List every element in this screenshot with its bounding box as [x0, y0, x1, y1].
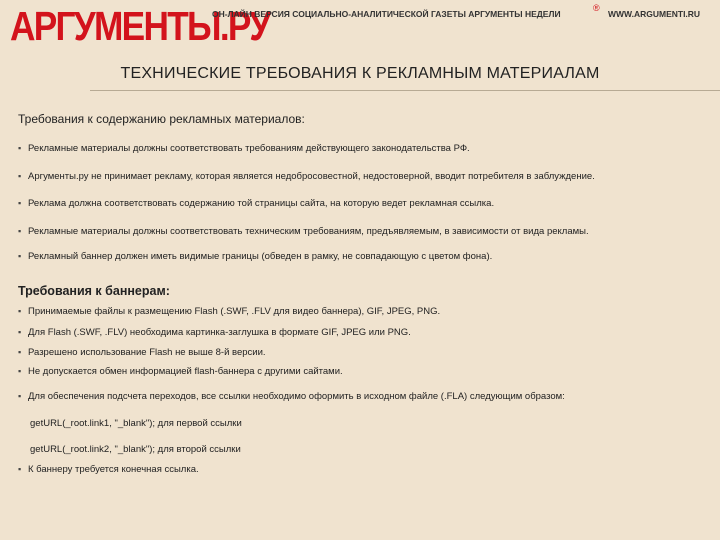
list-item: ▪ Аргументы.ру не принимает рекламу, которая является недобросовестной, недостоверной, вводит потребителя в заблуждение. — [18, 171, 595, 182]
list-item: ▪ Принимаемые файлы к размещению Flash (.SWF, .FLV для видео баннера), GIF, JPEG, PNG. — [18, 306, 441, 317]
list-item: ▪ К баннеру требуется конечная ссылка. — [18, 464, 199, 475]
bullet-icon: ▪ — [18, 171, 22, 181]
list-item: ▪ Рекламные материалы должны соответствовать техническим требованиям, предъявляемым, в зависимости от вида рекламы. — [18, 226, 589, 237]
header-tagline: ОН-ЛАЙН ВЕРСИЯ СОЦИАЛЬНО-АНАЛИТИЧЕСКОЙ ГАЗЕТЫ АРГУМЕНТЫ НЕДЕЛИ — [212, 9, 561, 19]
list-item: ▪ Для Flash (.SWF, .FLV) необходима картинка-заглушка в формате GIF, JPEG или PNG. — [18, 327, 411, 338]
page-title: ТЕХНИЧЕСКИЕ ТРЕБОВАНИЯ К РЕКЛАМНЫМ МАТЕРИАЛАМ — [120, 65, 600, 82]
bullet-icon: ▪ — [18, 391, 22, 401]
code-line: getURL(_root.link2, "_blank"); для второй ссылки — [30, 444, 241, 455]
bullet-icon: ▪ — [18, 306, 22, 316]
registered-mark: ® — [593, 3, 600, 13]
bullet-icon: ▪ — [18, 464, 22, 474]
title-divider — [90, 90, 720, 91]
code-line: getURL(_root.link1, "_blank"); для первой ссылки — [30, 418, 242, 429]
list-item: ▪ Разрешено использование Flash не выше 8-й версии. — [18, 347, 266, 358]
bullet-icon: ▪ — [18, 366, 22, 376]
bullet-icon: ▪ — [18, 143, 22, 153]
bullet-icon: ▪ — [18, 327, 22, 337]
list-item: ▪ Рекламные материалы должны соответствовать требованиям действующего законодательства РФ. — [18, 143, 470, 154]
bullet-icon: ▪ — [18, 251, 22, 261]
content-requirements-heading: Требования к содержанию рекламных материалов: — [18, 112, 305, 126]
bullet-icon: ▪ — [18, 198, 22, 208]
bullet-icon: ▪ — [18, 226, 22, 236]
list-item: ▪ Реклама должна соответствовать содержанию той страницы сайта, на которую ведет рекламная ссылка. — [18, 198, 495, 209]
list-item: ▪ Рекламный баннер должен иметь видимые границы (обведен в рамку, не совпадающую с цветом фона). — [18, 251, 493, 262]
list-item: ▪ Для обеспечения подсчета переходов, все ссылки необходимо оформить в исходном файле (.FLA) следующим образом: — [18, 391, 565, 402]
site-url[interactable]: WWW.ARGUMENTI.RU — [608, 9, 701, 19]
banner-requirements-heading: Требования к баннерам: — [18, 284, 170, 298]
logo-dot: . — [219, 3, 228, 49]
logo-wordmark: АРГУМЕНТЫ — [10, 3, 220, 49]
list-item: ▪ Не допускается обмен информацией flash-баннера с другими сайтами. — [18, 366, 343, 377]
bullet-icon: ▪ — [18, 347, 22, 357]
page-header — [0, 0, 720, 58]
logo-suffix: РУ — [227, 3, 270, 49]
